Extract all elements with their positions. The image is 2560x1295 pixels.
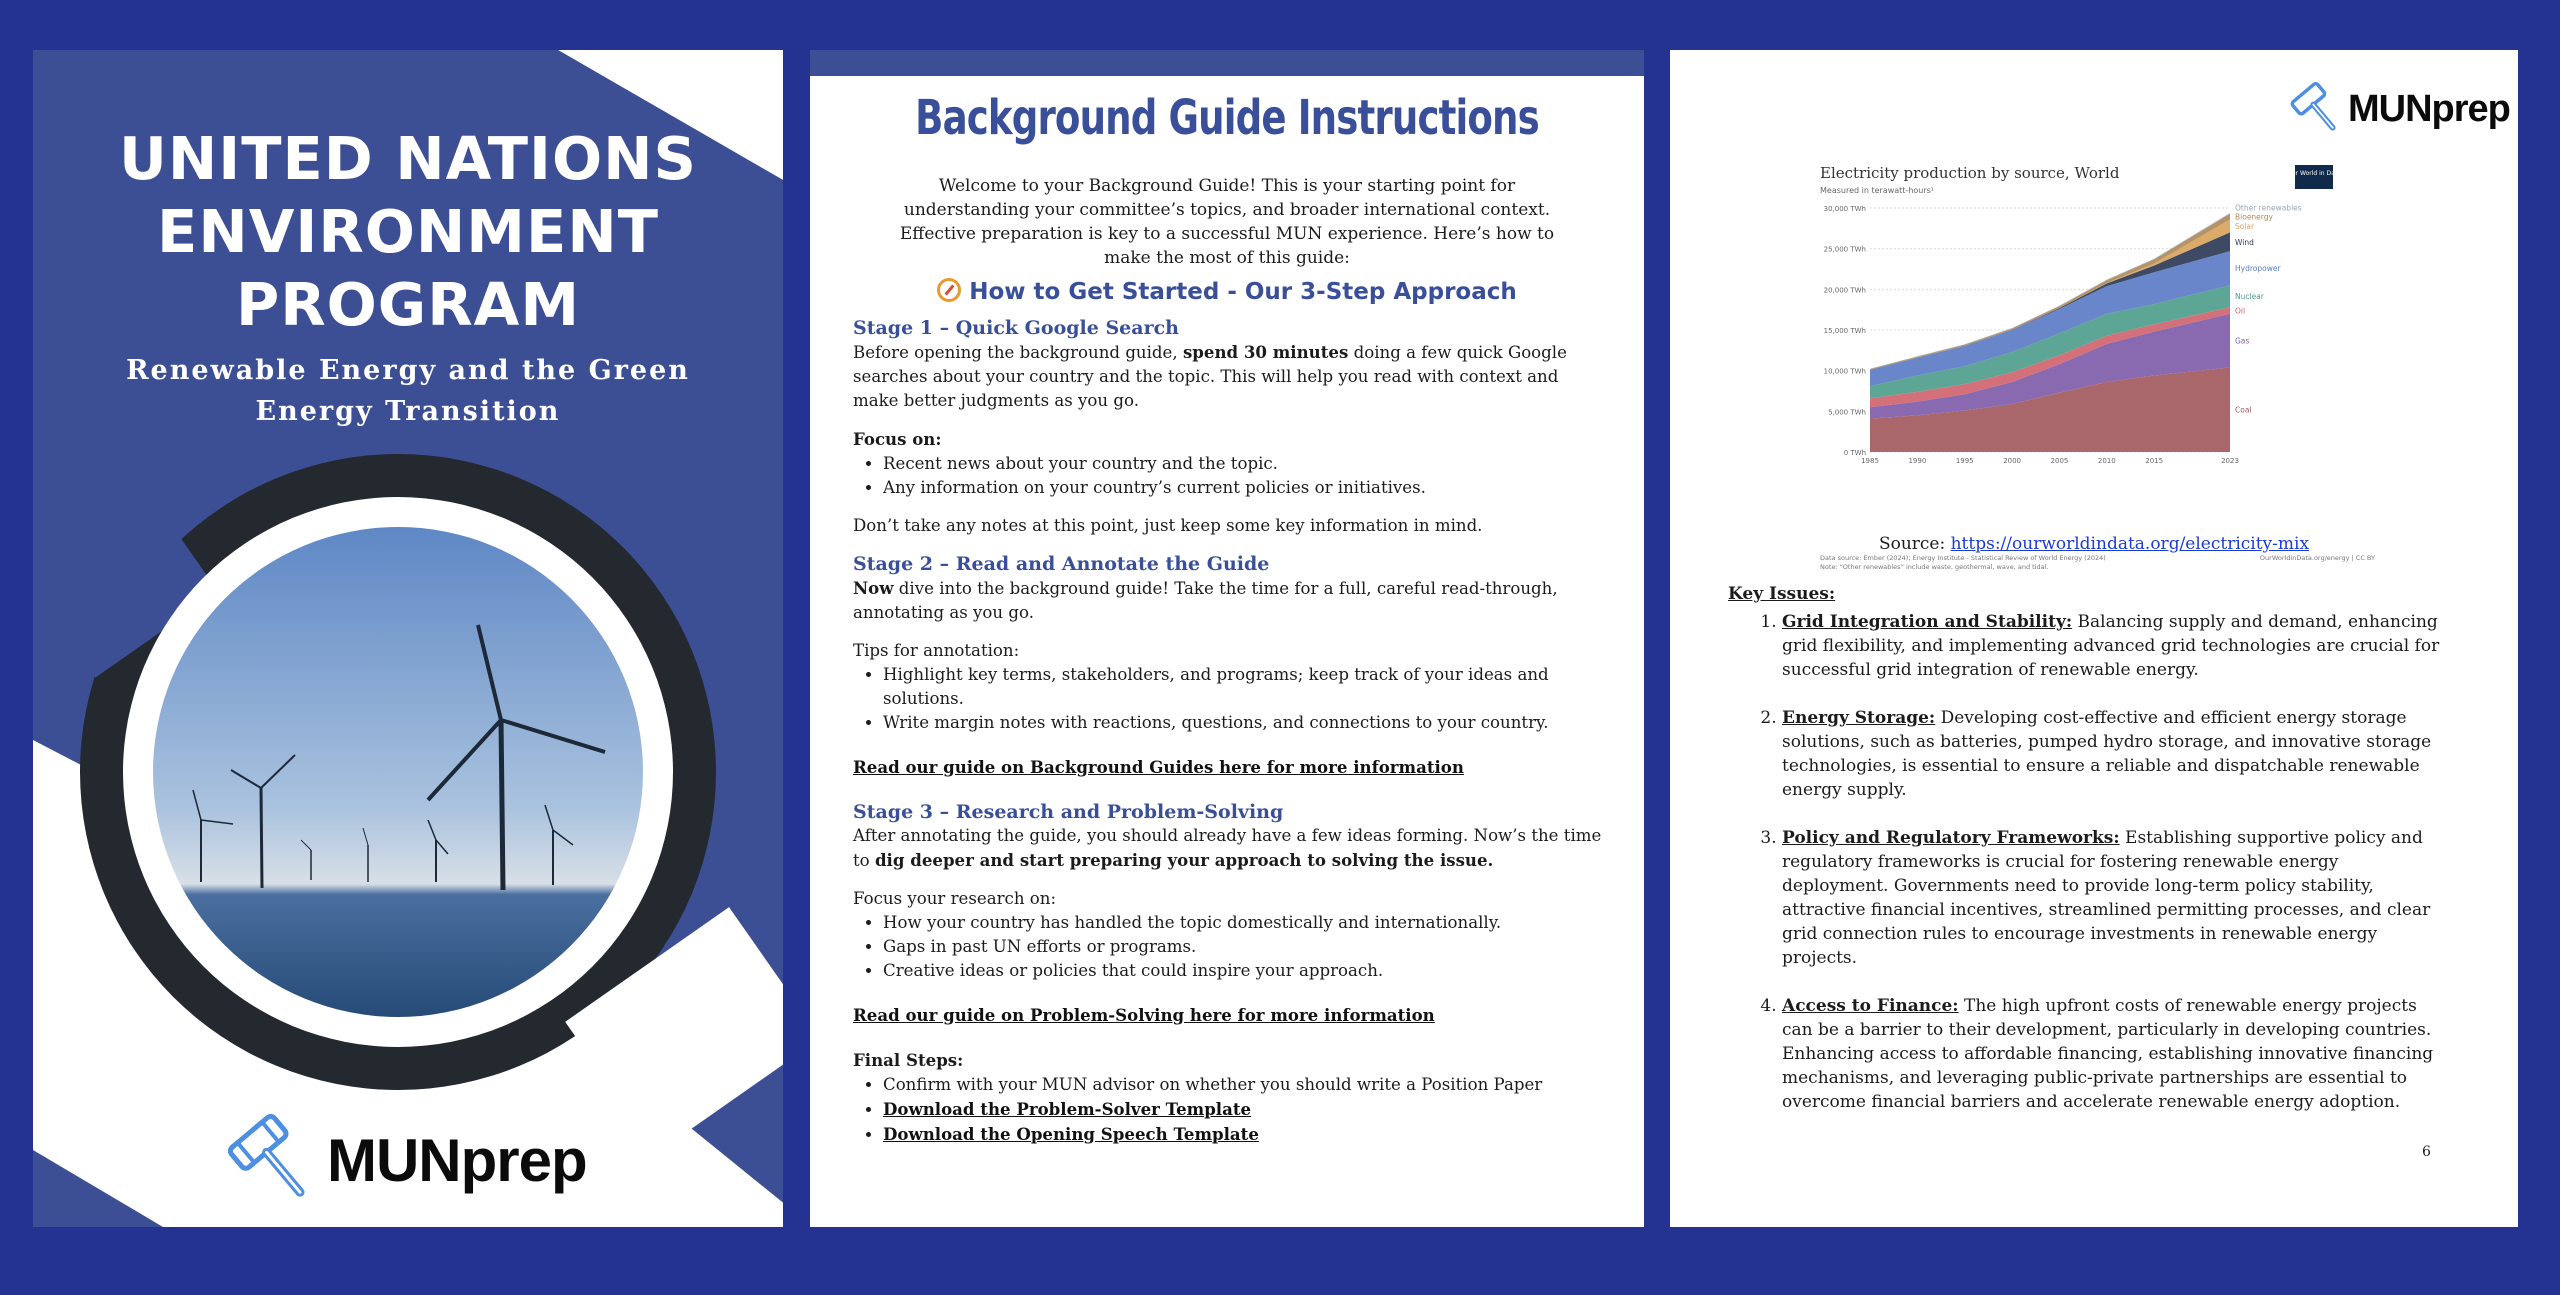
y-tick-label: 5,000 TWh [1828, 408, 1866, 417]
list-item: • Recent news about your country and the topic. [883, 452, 1603, 476]
cover-title-line-2: ENVIRONMENT [157, 197, 659, 266]
cover-page [33, 50, 783, 1227]
problem-solving-link[interactable]: Read our guide on Problem-Solving here for more information [853, 1005, 1435, 1025]
list-item: • Creative ideas or policies that could inspire your approach. [883, 959, 1603, 983]
tips-list [883, 663, 1603, 735]
instructions-page [810, 50, 1644, 1227]
y-tick-label: 15,000 TWh [1823, 327, 1866, 335]
key-issues-section [1728, 582, 2448, 1138]
y-tick-label: 25,000 TWh [1823, 245, 1866, 254]
problem-solver-template-link[interactable]: Download the Problem-Solver Template [883, 1099, 1252, 1119]
series-label: Wind [2235, 237, 2254, 247]
series-label: Hydropower [2235, 264, 2281, 274]
chart-x-ticks [1861, 457, 2239, 465]
tips-label: Tips for annotation: [853, 641, 1020, 660]
series-label: Gas [2235, 336, 2250, 346]
chart-title: Electricity production by source, World [1820, 164, 2120, 182]
series-label: Solar [2235, 221, 2255, 231]
electricity-chart [1820, 160, 2380, 580]
how-heading-text: How to Get Started - Our 3-Step Approach [969, 279, 1517, 305]
series-label: Nuclear [2235, 292, 2264, 302]
owid-logo-text: Our World in Data [2287, 170, 2341, 177]
cover-subtitle [93, 350, 723, 432]
page-top-bar [810, 50, 1644, 76]
series-label: Bioenergy [2235, 212, 2273, 222]
stage-3-text: After annotating the guide, you should already have a few ideas forming. Now’s the time to dig deeper and start preparing your approach to solving the issue. [853, 826, 1602, 870]
series-label: Oil [2235, 306, 2246, 316]
y-tick-label: 20,000 TWh [1823, 286, 1866, 295]
final-steps-list [883, 1073, 1603, 1147]
page-title: Background Guide Instructions [915, 90, 1539, 146]
x-tick-label: 1990 [1908, 457, 1927, 465]
research-focus-list [883, 911, 1603, 983]
y-tick-label: 0 TWh [1843, 449, 1866, 457]
stage-1-note: Don’t take any notes at this point, just keep some key information in mind. [853, 516, 1483, 535]
list-item: • Highlight key terms, stakeholders, and programs; keep track of your ideas and solutions. [883, 663, 1603, 711]
stage-3-heading: Stage 3 – Research and Problem-Solving [853, 801, 1284, 823]
key-issues-page [1670, 50, 2518, 1227]
stage-1-heading: Stage 1 – Quick Google Search [853, 317, 1179, 339]
instructions-body [853, 316, 1603, 1147]
cover-brand-logo [223, 1110, 587, 1210]
list-item: 2. Energy Storage: Developing cost-effective and efficient energy storage solutions, such as batteries, pumped hydro storage, and innovative storage technologies, is essential to ensure a reliable and dispatchable renewable energy supply. [1782, 706, 2448, 802]
cover-title-line-3: PROGRAM [235, 270, 581, 339]
list-item: • Any information on your country’s current policies or initiatives. [883, 476, 1603, 500]
source-label: Source: [1878, 534, 1951, 554]
stage-2-text: Now dive into the background guide! Take the time for a full, careful read-through, annotating as you go. [853, 578, 1558, 622]
research-focus-label: Focus your research on: [853, 889, 1057, 908]
intro-paragraph: Welcome to your Background Guide! This is your starting point for understanding your committee’s topics, and broader international context. Effective preparation is key to a successful MUN experience. Here’s how to make the most of this guide: [899, 176, 1555, 268]
gavel-icon [2288, 80, 2346, 138]
chart-footer-right: OurWorldinData.org/energy | CC BY [2259, 554, 2375, 562]
series-label: Other renewables [2235, 203, 2302, 213]
chart-subtitle: Measured in terawatt-hours¹ [1820, 186, 1935, 195]
x-tick-label: 2010 [2097, 457, 2116, 465]
page-number: 6 [2422, 1144, 2431, 1160]
list-item: • How your country has handled the topic domestically and internationally. [883, 911, 1603, 935]
list-item: • Gaps in past UN efforts or programs. [883, 935, 1603, 959]
cover-title [33, 122, 783, 341]
final-steps-label: Final Steps: [853, 1050, 964, 1070]
chart-series-labels [2235, 204, 2302, 415]
brand-name: MUNprep [327, 1126, 587, 1194]
background-guides-link[interactable]: Read our guide on Background Guides here for more information [853, 757, 1464, 777]
source-link[interactable]: https://ourworldindata.org/electricity-mix [1950, 534, 2310, 554]
list-item: 3. Policy and Regulatory Frameworks: Establishing supportive policy and regulatory frameworks is crucial for fostering renewable energy deployment. Governments need to provide long-term policy stability, attractive financial incentives, streamlined permitting processes, and clear grid connection rules to encourage investments in renewable energy projects. [1782, 826, 2448, 970]
x-tick-label: 2000 [2003, 457, 2022, 465]
y-tick-label: 10,000 TWh [1823, 367, 1866, 376]
stage-2-heading: Stage 2 – Read and Annotate the Guide [853, 553, 1270, 575]
series-label: Coal [2235, 405, 2252, 415]
cover-title-line-1: UNITED NATIONS [119, 124, 697, 193]
list-item: • Write margin notes with reactions, questions, and connections to your country. [883, 711, 1603, 735]
focus-label: Focus on: [853, 429, 942, 449]
cover-subtitle-line-1: Renewable Energy and the Green [126, 355, 690, 386]
source-line [1670, 534, 2518, 554]
focus-list [883, 452, 1603, 500]
how-to-start-heading [810, 278, 1644, 305]
compass-icon [937, 278, 961, 302]
y-tick-label: 30,000 TWh [1823, 205, 1866, 213]
key-issues-list [1782, 610, 2448, 1114]
list-item: 1. Grid Integration and Stability: Balancing supply and demand, enhancing grid flexibility, and implementing advanced grid technologies are crucial for successful grid integration of renewable energy. [1782, 610, 2448, 682]
gavel-icon [223, 1110, 323, 1210]
stage-1-text: Before opening the background guide, spend 30 minutes doing a few quick Google searches about your country and the topic. This will help you read with context and make better judgments as you go. [853, 342, 1567, 410]
opening-speech-template-link[interactable]: Download the Opening Speech Template [883, 1124, 1259, 1144]
owid-logo [2295, 165, 2333, 189]
list-item: • Confirm with your MUN advisor on whether you should write a Position Paper [883, 1073, 1603, 1097]
brand-name: MUNprep [2348, 87, 2510, 130]
key-issues-heading: Key Issues: [1728, 584, 1836, 604]
page-brand-logo [2288, 80, 2510, 138]
x-tick-label: 2005 [2050, 457, 2069, 465]
cover-subtitle-line-2: Energy Transition [255, 396, 561, 427]
chart-footer-source: Data source: Ember (2024); Energy Institute - Statistical Review of World Energy (2024) [1820, 554, 2106, 562]
x-tick-label: 2023 [2221, 457, 2239, 465]
x-tick-label: 2015 [2145, 457, 2164, 465]
chart-footer-note: Note: “Other renewables” include waste, geothermal, wave, and tidal. [1820, 563, 2049, 571]
list-item: 4. Access to Finance: The high upfront costs of renewable energy projects can be a barrier to their development, particularly in developing countries. Enhancing access to affordable financing, establishing innovative financing mechanisms, and leveraging public-private partnerships are essential to overcome financial barriers and accelerate renewable energy adoption. [1782, 994, 2448, 1114]
x-tick-label: 1985 [1861, 457, 1879, 465]
x-tick-label: 1995 [1955, 457, 1974, 465]
